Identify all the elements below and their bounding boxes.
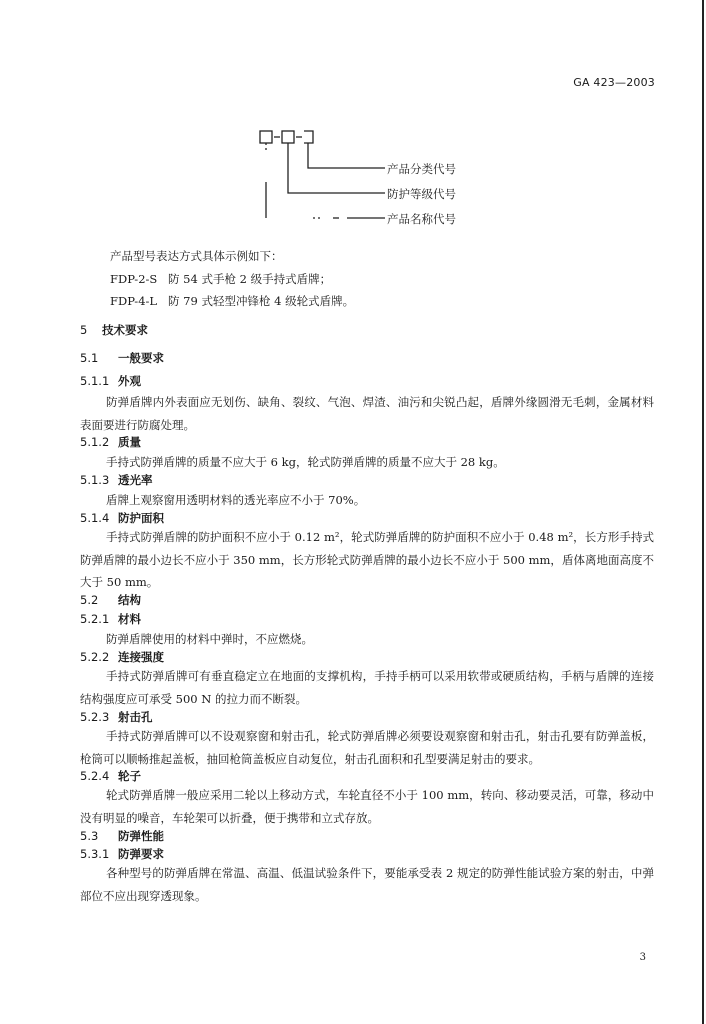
example-code: FDP-4-L <box>110 294 158 308</box>
section-number: 5.1.1 <box>80 374 110 388</box>
paragraph: 手持式防弹盾牌可有垂直稳定立在地面的支撑机构，手持手柄可以采用软带或硬质结构，手柄与盾牌的连接结构强度应可承受 500 N 的拉力而不断裂。 <box>80 669 654 706</box>
example-item <box>110 271 331 287</box>
section-heading <box>80 709 153 725</box>
section-title: 防弹要求 <box>118 847 164 861</box>
diagram-label-category: 产品分类代号 <box>387 162 456 176</box>
paragraph: 防弹盾牌使用的材料中弹时，不应燃烧。 <box>106 632 313 646</box>
section-title: 轮子 <box>118 769 141 783</box>
section-number: 5.1 <box>80 351 99 365</box>
example-text: 防 54 式手枪 2 级手持式盾牌； <box>168 272 332 286</box>
section-heading <box>80 592 141 608</box>
section-title: 技术要求 <box>102 323 148 337</box>
section-title: 结构 <box>118 593 141 607</box>
section-heading <box>80 611 141 627</box>
section-heading <box>80 649 164 665</box>
section-title: 质量 <box>118 435 141 449</box>
scan-edge-line <box>702 0 704 1024</box>
section-heading <box>80 768 141 784</box>
section-heading <box>80 350 164 366</box>
section-number: 5.2.4 <box>80 769 110 783</box>
section-heading <box>80 373 141 389</box>
section-number: 5.3 <box>80 829 99 843</box>
section-number: 5 <box>80 323 88 337</box>
section-number: 5.3.1 <box>80 847 110 861</box>
section-number: 5.1.4 <box>80 511 110 525</box>
section-heading <box>80 828 164 844</box>
diagram-label-name: 产品名称代号 <box>387 212 456 226</box>
section-title: 一般要求 <box>118 351 164 365</box>
section-title: 外观 <box>118 374 141 388</box>
paragraph: 各种型号的防弹盾牌在常温、高温、低温试验条件下，要能承受表 2 规定的防弹性能试验方案的射击，中弹部位不应出现穿透现象。 <box>80 866 654 903</box>
section-heading <box>80 434 141 450</box>
section-number: 5.2.2 <box>80 650 110 664</box>
page-number: 3 <box>639 952 646 963</box>
example-item <box>110 293 354 309</box>
product-code-diagram <box>255 126 515 232</box>
section-title: 射击孔 <box>118 710 153 724</box>
section-number: 5.2 <box>80 593 99 607</box>
paragraph: 手持式防弹盾牌可以不设观察窗和射击孔，轮式防弹盾牌必须要设观察窗和射击孔，射击孔要有防弹盖板，枪筒可以顺畅推起盖板，抽回枪筒盖板应自动复位，射击孔面积和孔型要满足射击的要求。 <box>80 729 654 766</box>
section-title: 材料 <box>118 612 141 626</box>
section-number: 5.2.3 <box>80 710 110 724</box>
paragraph: 手持式防弹盾牌的质量不应大于 6 kg，轮式防弹盾牌的质量不应大于 28 kg。 <box>106 455 505 469</box>
section-heading <box>80 846 164 862</box>
section-number: 5.1.2 <box>80 435 110 449</box>
code-structure-lines <box>255 126 515 232</box>
example-code: FDP-2-S <box>110 272 158 286</box>
section-title: 防弹性能 <box>118 829 164 843</box>
section-title: 防护面积 <box>118 511 164 525</box>
paragraph: 防弹盾牌内外表面应无划伤、缺角、裂纹、气泡、焊渣、油污和尖锐凸起，盾牌外缘圆滑无毛刺，金属材料表面要进行防腐处理。 <box>80 395 654 432</box>
section-title: 透光率 <box>118 473 153 487</box>
section-heading <box>80 472 153 488</box>
paragraph: 手持式防弹盾牌的防护面积不应小于 0.12 m²，轮式防弹盾牌的防护面积不应小于 0.48 m²，长方形手持式防弹盾牌的最小边长不应小于 350 mm，长方形轮式防弹盾牌的最小边长不应小于 500 mm，盾体离地面高度不大于 50 mm。 <box>80 530 654 589</box>
standard-number: GA 423—2003 <box>573 76 655 89</box>
section-number: 5.2.1 <box>80 612 110 626</box>
example-text: 防 79 式轻型冲锋枪 4 级轮式盾牌。 <box>168 294 355 308</box>
section-heading <box>80 510 164 526</box>
section-number: 5.1.3 <box>80 473 110 487</box>
paragraph: 盾牌上观察窗用透明材料的透光率应不小于 70%。 <box>106 493 366 507</box>
section-heading <box>80 322 148 338</box>
examples-intro: 产品型号表达方式具体示例如下： <box>110 249 283 263</box>
paragraph: 轮式防弹盾牌一般应采用二轮以上移动方式，车轮直径不小于 100 mm，转向、移动要灵活，可靠，移动中没有明显的噪音，车轮架可以折叠，便于携带和立式存放。 <box>80 788 654 825</box>
diagram-label-level: 防护等级代号 <box>387 187 456 201</box>
section-title: 连接强度 <box>118 650 164 664</box>
